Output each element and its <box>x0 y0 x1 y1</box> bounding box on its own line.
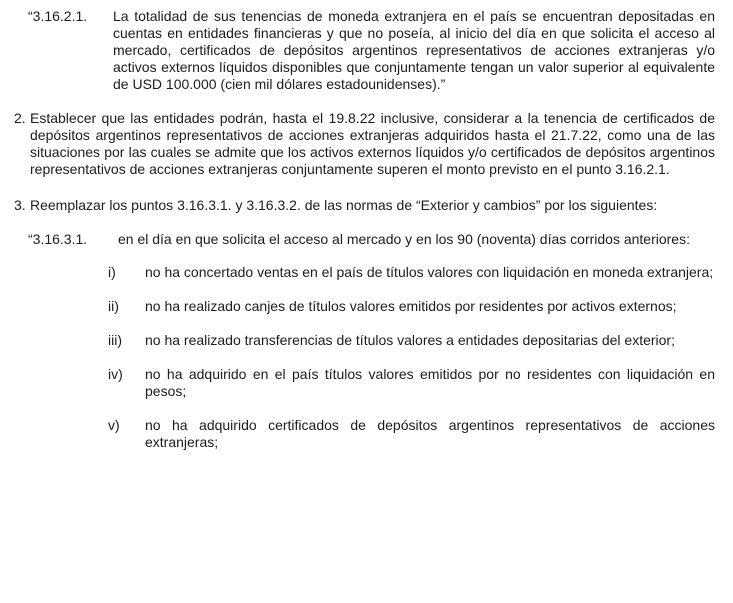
roman-marker: i) <box>108 264 116 280</box>
clause-text: en el día en que solicita el acceso al mercado y en los 90 (noventa) días corridos anteriores: <box>118 231 690 247</box>
roman-text: no ha adquirido certificados de depósitos argentinos representativos de acciones extranjeras; <box>145 417 715 450</box>
item-number: 2. <box>14 110 26 126</box>
item-text: Establecer que las entidades podrán, hasta el 19.8.22 inclusive, considerar a la tenencia de certificados de depósitos argentinos representativos de acciones extranjeras adquiridos hasta el 21.7.22, como una de las situaciones por las cuales se admite que los activos externos líquidos y/o certificados de depósitos argentinos representativos de acciones extranjeras conjuntamente superen el monto previsto en el punto 3.16.2.1. <box>30 110 715 177</box>
roman-text: no ha concertado ventas en el país de títulos valores con liquidación en moneda extranjera; <box>145 264 714 280</box>
roman-item-iv <box>108 366 715 400</box>
roman-item-ii <box>108 298 715 315</box>
clause-label: “3.16.3.1. <box>28 231 88 247</box>
numbered-item-3 <box>14 197 715 214</box>
roman-text: no ha realizado canjes de títulos valores emitidos por residentes por activos externos; <box>145 298 677 314</box>
clause-label: “3.16.2.1. <box>28 8 88 24</box>
roman-item-v <box>108 417 715 451</box>
roman-marker: iii) <box>108 332 122 348</box>
roman-item-iii <box>108 332 715 349</box>
roman-marker: ii) <box>108 298 119 314</box>
clause-3-16-3-1 <box>28 231 715 248</box>
numbered-item-2 <box>14 110 715 178</box>
roman-item-i <box>108 264 715 281</box>
roman-marker: v) <box>108 417 120 433</box>
roman-text: no ha realizado transferencias de títulos valores a entidades depositarias del exterior; <box>145 332 675 348</box>
item-number: 3. <box>14 197 26 213</box>
roman-marker: iv) <box>108 366 123 382</box>
roman-text: no ha adquirido en el país títulos valores emitidos por no residentes con liquidación en pesos; <box>145 366 715 399</box>
clause-3-16-2-1 <box>28 8 715 93</box>
clause-text: La totalidad de sus tenencias de moneda extranjera en el país se encuentran depositadas en cuentas en entidades financieras y que no poseía, al inicio del día en que solicita el acceso al mercado, certificados de depósitos argentinos representativos de acciones extranjeras y/o activos externos líquidos disponibles que conjuntamente tengan un valor superior al equivalente de USD 100.000 (cien mil dólares estadounidenses).” <box>113 8 715 92</box>
item-text: Reemplazar los puntos 3.16.3.1. y 3.16.3.2. de las normas de “Exterior y cambios” por los siguientes: <box>30 197 658 213</box>
